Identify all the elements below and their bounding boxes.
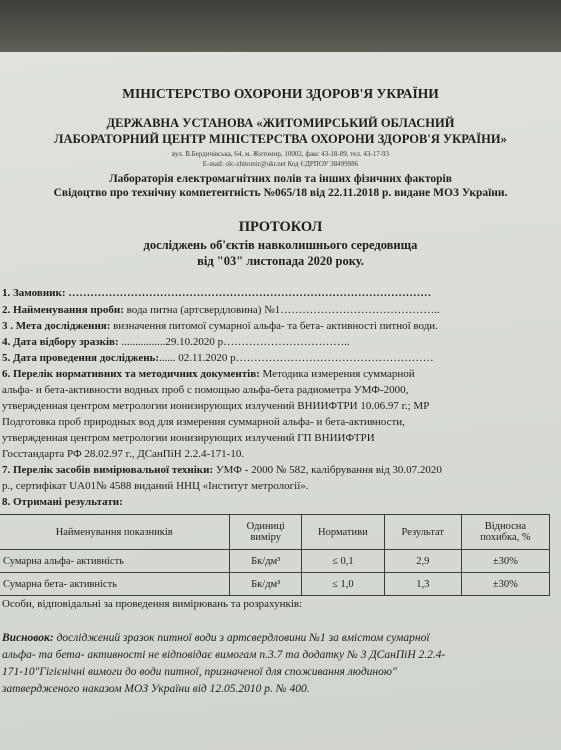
cell-error: ±30% (461, 573, 549, 596)
cell-unit: Бк/дм³ (230, 550, 302, 573)
normative-docs-line3: утвержденная центром метрологии ионизирующих излучений ВНИИФТРИ 10.06.97 г.; МР (2, 400, 430, 412)
protocol-title: ПРОТОКОЛ (238, 219, 323, 235)
table-header-row (0, 515, 550, 550)
col-header-unit: Одиниці виміру (230, 515, 302, 550)
document-sheet (0, 52, 561, 750)
col-header-norm: Нормативи (302, 515, 385, 550)
results-label: 8. Отримані результати: (2, 496, 123, 508)
table-row (0, 550, 550, 573)
conclusion-line3: 171-10"Гігієнічні вимоги до води питної, призначеної для споживання людиною" (2, 666, 397, 678)
item-normative-docs: 6. Перелік нормативних та методичних документів: Методика измерения суммарной (2, 368, 415, 380)
protocol-date: від "03" листопада 2020 року. (197, 254, 364, 268)
cell-result: 1,3 (384, 573, 461, 596)
conclusion-line4: затвердженого наказом МОЗ України від 12.05.2010 р. № 400. (2, 683, 310, 695)
table-row (0, 573, 550, 596)
protocol-subtitle: досліджень об'єктів навколишнього середовища (143, 238, 418, 252)
item-customer: 1. Замовник: ……………………………………………………………………………………… (2, 287, 432, 299)
address-line: вул. В.Бердичівська, 64, м. Житомир, 10002, факс 43-18-09, тел. 43-17-93 (171, 150, 390, 158)
col-header-name: Найменування показників (0, 515, 230, 550)
item-sample-name: 2. Найменування проби: вода питна (артсвердловина) №1…………………………………….. (2, 304, 440, 316)
normative-docs-line2: альфа- и бета-активности водных проб с помощью альфа-бета радиометра УМФ-2000, (2, 384, 409, 396)
cell-norm: ≤ 1,0 (302, 573, 385, 596)
background-top (0, 0, 561, 52)
normative-docs-line6: Госстандарта РФ 28.02.97 г., ДСанПіН 2.2.4-171-10. (2, 448, 245, 460)
equipment-line2: р., сертифікат UA01№ 4588 виданий ННЦ «Інститут метрології». (2, 480, 309, 492)
email-line: E-mail: olc-zhitomir@ukr.net Код ЄДРПОУ 38499986 (202, 160, 359, 168)
certificate-line: Свідоцтво про технічну компетентність №065/18 від 22.11.2018 р. видане МОЗ України. (53, 187, 508, 199)
normative-docs-line4: Подготовка проб природных вод для измерения суммарной альфа- и бета-активности, (2, 416, 405, 428)
cell-name: Сумарна бета- активність (0, 573, 230, 596)
institution-line1: ДЕРЖАВНА УСТАНОВА «ЖИТОМИРСЬКИЙ ОБЛАСНИЙ (106, 116, 455, 130)
conclusion-line1: Висновок: досліджений зразок питної води з артсвердловини №1 за вмістом сумарної (2, 632, 430, 644)
cell-norm: ≤ 0,1 (302, 550, 385, 573)
conclusion-line2: альфа- та бета- активності не відповідає вимогам п.3.7 та додатку № 3 ДСанПіН 2.2.4- (2, 649, 446, 661)
cell-name: Сумарна альфа- активність (0, 550, 230, 573)
results-table (0, 514, 550, 596)
ministry-title: МІНІСТЕРСТВО ОХОРОНИ ЗДОРОВ'Я УКРАЇНИ (122, 86, 439, 101)
lab-line: Лабораторія електромагнітних полів та інших фізичних факторів (109, 173, 452, 185)
col-header-result: Результат (384, 515, 461, 550)
item-equipment: 7. Перелік засобів вимірювальної техніки: УМФ - 2000 № 582, калібрування від 30.07.2020 (2, 464, 442, 476)
item-sampling-date: 4. Дата відбору зразків: ................29.10.2020 р…………………………….. (2, 336, 350, 348)
item-purpose: 3 . Мета дослідження: визначення питомої сумарної альфа- та бета- активності питної води. (2, 320, 438, 332)
responsible-persons: Особи, відповідальні за проведення вимірювань та розрахунків: (2, 598, 303, 610)
item-study-date: 5. Дата проведення досліджень:...... 02.11.2020 р……………………………………………… (2, 352, 434, 364)
cell-result: 2,9 (384, 550, 461, 573)
cell-error: ±30% (461, 550, 549, 573)
cell-unit: Бк/дм³ (230, 573, 302, 596)
normative-docs-line5: утвержденная центром метрологии ионизирующих излучений ГП ВНИИФТРИ (2, 432, 375, 444)
institution-line2: ЛАБОРАТОРНИЙ ЦЕНТР МІНІСТЕРСТВА ОХОРОНИ ЗДОРОВ'Я УКРАЇНИ» (54, 132, 507, 146)
col-header-error: Відносна похибка, % (461, 515, 549, 550)
